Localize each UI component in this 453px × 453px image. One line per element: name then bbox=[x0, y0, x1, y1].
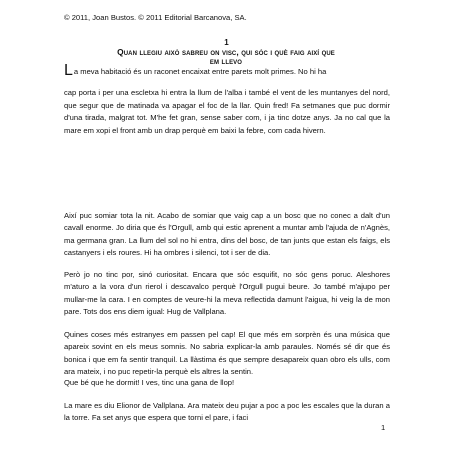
copyright-notice: © 2011, Joan Bustos. © 2011 Editorial Barcanova, SA. bbox=[64, 13, 247, 22]
paragraph-3: Però jo no tinc por, sinó curiositat. Encara que sóc esquifit, no sóc gens poruc. Aleshores m'aturo a la vora d'un rierol i descavalco perquè l'Orgull pugui beure. Jo també m'ajupo per mullar-me la cara. I en comptes de veure-hi la meva reflectida damunt l'aigua, hi veig la de mon pare. Tots dos ens diem igual: Hug de Vallplana. bbox=[64, 270, 390, 317]
paragraph-6: La mare es diu Elionor de Vallplana. Ara mateix deu pujar a poc a poc les escales que la duran a la torre. Fa set anys que espera que torni el pare, i faci bbox=[64, 401, 390, 423]
chapter-title bbox=[64, 48, 388, 66]
paragraph-2: Així puc somiar tota la nit. Acabo de somiar que vaig cap a un bosc que no conec a dalt d'un cavall enorme. Jo diria que és l'Orgull, amb qui estic aprenent a muntar amb l'ajuda de n'Agnès, ma germana gran. La llum del sol no hi entra, dins del bosc, de tan junts que estan els faigs, els castanyers i els roures. Hi ha ombres i silenci, tot i ser de dia. bbox=[64, 211, 390, 258]
paragraph-4: Quines coses més estranyes em passen pel cap! El que més em sorprèn és una música que apareix sovint en els meus somnis. No sabria explicar-la amb paraules. Només sé dir que és bonica i que em fa sentir tranquil. La llàstima és que sempre desapareix quan obro els ulls, com ara mateix, i no puc repetir-la perquè els altres la sentin. bbox=[64, 330, 390, 377]
paragraph-1-rest: cap porta i per una escletxa hi entra la llum de l'alba i també el vent de les muntanyes del nord, que segur que de matinada va apagar el foc de la llar. Quin fred! Fa setmanes que puc dormir d'una tirada, malgrat tot. M'he fet gran, sense saber com, i ja tinc dotze anys. Ja no cal que la mare em xopi el front amb un drap perquè em baixi la febre, com cada hivern. bbox=[64, 88, 390, 135]
paragraph-1-first-line bbox=[64, 62, 390, 79]
page-number: 1 bbox=[381, 423, 386, 432]
chapter-number: 1 bbox=[224, 38, 229, 47]
drop-cap: L bbox=[64, 62, 73, 79]
chapter-title-line-1: Quan llegiu això sabreu on visc, qui sóc i què faig així que bbox=[117, 47, 335, 57]
paragraph-1 bbox=[64, 62, 390, 137]
paragraph-1-first-text: a meva habitació és un raconet encaixat entre parets molt primes. No hi ha bbox=[73, 67, 327, 76]
paragraph-5: Que bé que he dormit! I ves, tinc una gana de llop! bbox=[64, 378, 235, 387]
chapter-title-line-2: em llevo bbox=[209, 56, 243, 66]
